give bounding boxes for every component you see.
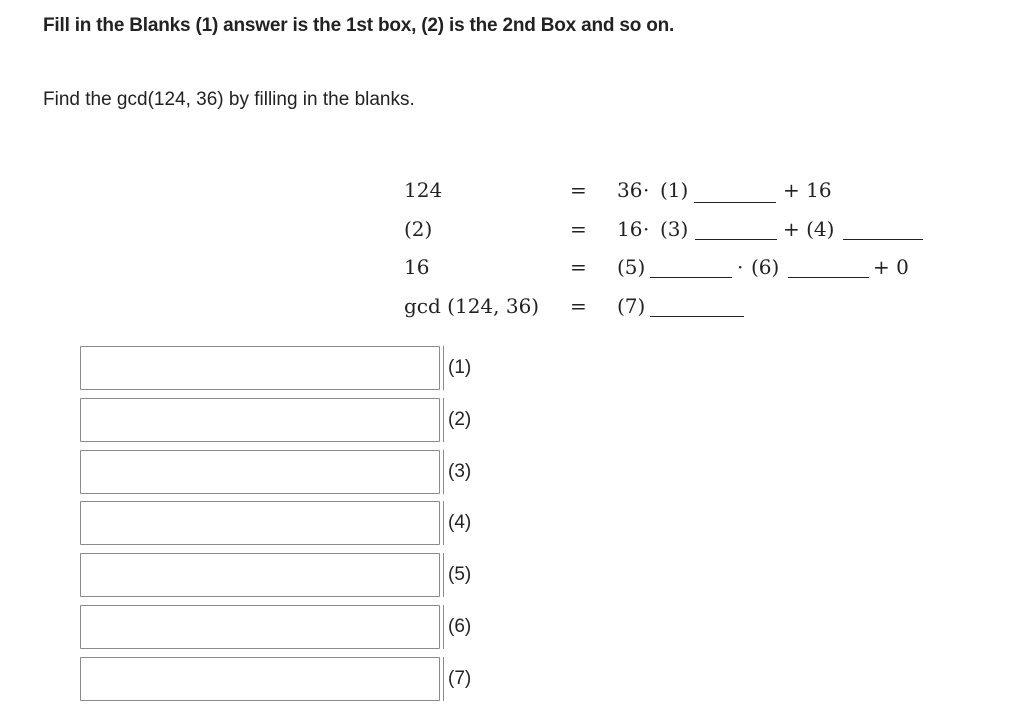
question-text: Find the gcd(124, 36) by filling in the blanks. xyxy=(43,89,415,110)
row2-equals: = xyxy=(570,217,587,241)
answer-input-6[interactable] xyxy=(80,605,440,649)
answer-label-2: (2) xyxy=(443,398,471,442)
answer-input-3[interactable] xyxy=(80,450,440,494)
row3-blank-5-label: (5) xyxy=(617,255,646,279)
row3-dot: · xyxy=(737,255,744,279)
row1-multiplicand: 36 xyxy=(617,178,643,202)
answer-label-7: (7) xyxy=(443,657,471,701)
answer-row-3 xyxy=(80,450,480,494)
answer-input-2[interactable] xyxy=(80,398,440,442)
row4-blank-7-line xyxy=(650,316,744,317)
row1-dot: · xyxy=(643,178,650,202)
row2-blank-3-line xyxy=(695,239,777,240)
row3-lhs: 16 xyxy=(404,255,430,279)
gcd-equation-block xyxy=(0,0,1024,340)
row1-remainder: + 16 xyxy=(783,178,832,202)
row3-blank-6-label: (6) xyxy=(751,255,780,279)
row1-blank-1-label: (1) xyxy=(660,178,689,202)
row3-blank-5-line xyxy=(650,277,732,278)
answer-row-6 xyxy=(80,605,480,649)
row1-equals: = xyxy=(570,178,587,202)
row3-blank-6-line xyxy=(788,277,869,278)
answer-label-5: (5) xyxy=(443,553,471,597)
answer-label-6: (6) xyxy=(443,605,471,649)
answer-input-1[interactable] xyxy=(80,346,440,390)
row3-equals: = xyxy=(570,255,587,279)
answer-label-4: (4) xyxy=(443,501,471,545)
row1-lhs: 124 xyxy=(404,178,443,202)
row2-blank-4-line xyxy=(843,239,923,240)
row4-equals: = xyxy=(570,294,587,318)
row2-blank-4-label: + (4) xyxy=(783,217,835,241)
row2-blank-3-label: (3) xyxy=(660,217,689,241)
instructions-heading: Fill in the Blanks (1) answer is the 1st box, (2) is the 2nd Box and so on. xyxy=(43,15,675,36)
row2-lhs-blank-2-label: (2) xyxy=(404,217,433,241)
answer-row-1 xyxy=(80,346,480,390)
row2-multiplicand: 16 xyxy=(617,217,643,241)
answer-row-5 xyxy=(80,553,480,597)
row3-remainder: + 0 xyxy=(873,255,909,279)
answer-input-4[interactable] xyxy=(80,501,440,545)
row2-dot: · xyxy=(643,217,650,241)
row4-lhs: gcd (124, 36) xyxy=(404,294,540,318)
answer-input-7[interactable] xyxy=(80,657,440,701)
answer-input-5[interactable] xyxy=(80,553,440,597)
row4-blank-7-label: (7) xyxy=(617,294,646,318)
row1-blank-1-line xyxy=(694,202,776,203)
answer-label-1: (1) xyxy=(443,346,471,390)
answer-row-7 xyxy=(80,657,480,701)
answer-row-2 xyxy=(80,398,480,442)
answer-row-4 xyxy=(80,501,480,545)
answer-label-3: (3) xyxy=(443,450,471,494)
